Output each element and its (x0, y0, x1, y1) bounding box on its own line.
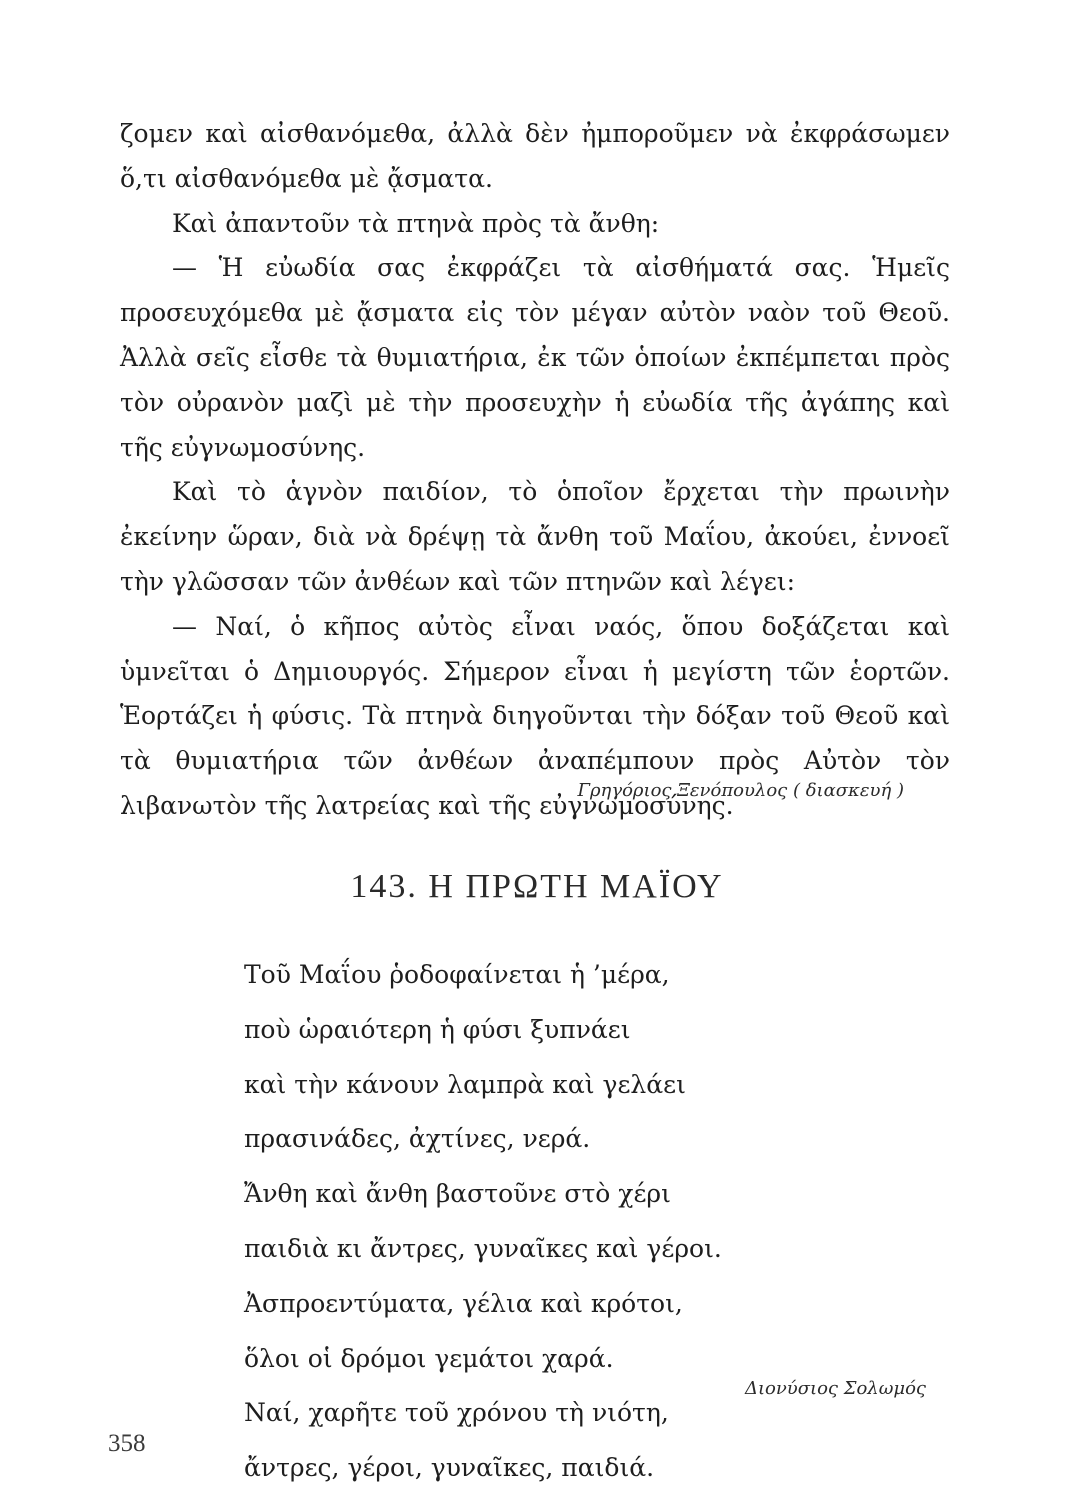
poem-body (244, 948, 864, 1496)
prose-attribution: Γρηγόριος Ξενόπουλος ( διασκευή ) (577, 780, 904, 801)
poem-line: Τοῦ Μαΐου ῥοδοφαίνεται ἡ ’μέρα, (244, 960, 670, 989)
prose-paragraph: — Ναί, ὁ κῆπος αὐτὸς εἶναι ναός, ὅπου δοξάζεται καὶ ὑμνεῖται ὁ Δημιουργός. Σήμερον εἶναι ἡ μεγίστη τῶν ἑορτῶν. Ἑορτάζει ἡ φύσις. Τὰ πτηνὰ διηγοῦνται τὴν δόξαν τοῦ Θεοῦ καὶ τὰ θυμιατήρια τῶν ἀνθέων ἀναπέμπουν πρὸς Αὐτὸν τὸν λιβανωτὸν τῆς λατρείας καὶ τῆς εὐγνωμοσύνης. (120, 611, 950, 820)
poem-line: Ναί, χαρῆτε τοῦ χρόνου τὴ νιότη, (244, 1398, 669, 1428)
page-number: 358 (108, 1430, 146, 1457)
poem-line: πρασινάδες, ἀχτίνες, νερά. (244, 1124, 591, 1154)
poem-line: ποὺ ὡραιότερη ἡ φύσι ξυπνάει (244, 1014, 631, 1044)
prose-paragraph: Καὶ τὸ ἁγνὸν παιδίον, τὸ ὁποῖον ἔρχεται τὴν πρωινὴν ἐκείνην ὥραν, διὰ νὰ δρέψῃ τὰ ἄνθη τοῦ Μαΐου, ἀκούει, ἐννοεῖ τὴν γλῶσσαν τῶν ἀνθέων καὶ τῶν πτηνῶν καὶ λέγει: (120, 477, 950, 596)
prose-paragraph: — Ἡ εὐωδία σας ἐκφράζει τὰ αἰσθήματά σας. Ἡμεῖς προσευχόμεθα μὲ ᾄσματα εἰς τὸν μέγαν αὐτὸν ναὸν τοῦ Θεοῦ. Ἀλλὰ σεῖς εἶσθε τὰ θυμιατήρια, ἐκ τῶν ὁποίων ἐκπέμπεται πρὸς τὸν οὐρανὸν μαζὶ μὲ τὴν προσευχὴν ἡ εὐωδία τῆς ἀγάπης καὶ τῆς εὐγνωμοσύνης. (120, 253, 950, 462)
prose-paragraph: ζομεν καὶ αἰσθανόμεθα, ἀλλὰ δὲν ἠμποροῦμεν νὰ ἐκφράσωμεν ὅ,τι αἰσθανόμεθα μὲ ᾄσματα. (120, 119, 950, 193)
poem-line: Ἀσπροεντύματα, γέλια καὶ κρότοι, (244, 1288, 683, 1318)
prose-section (120, 112, 950, 829)
poem-attribution: Διονύσιος Σολωμός (744, 1378, 926, 1399)
poem-line: ὅλοι οἱ δρόμοι γεμάτοι χαρά. (244, 1343, 614, 1373)
poem-title: 143. Η ΠΡΩΤΗ ΜΑΪΟΥ (350, 868, 724, 905)
prose-paragraph: Καὶ ἀπαντοῦν τὰ πτηνὰ πρὸς τὰ ἄνθη: (172, 208, 660, 238)
poem-line: Ἄνθη καὶ ἄνθη βαστοῦνε στὸ χέρι (244, 1179, 671, 1209)
poem-line: ἄντρες, γέροι, γυναῖκες, παιδιά. (244, 1453, 655, 1483)
poem-line: παιδιὰ κι ἄντρες, γυναῖκες καὶ γέροι. (244, 1233, 722, 1263)
poem-line: καὶ τὴν κάνουν λαμπρὰ καὶ γελάει (244, 1069, 686, 1099)
